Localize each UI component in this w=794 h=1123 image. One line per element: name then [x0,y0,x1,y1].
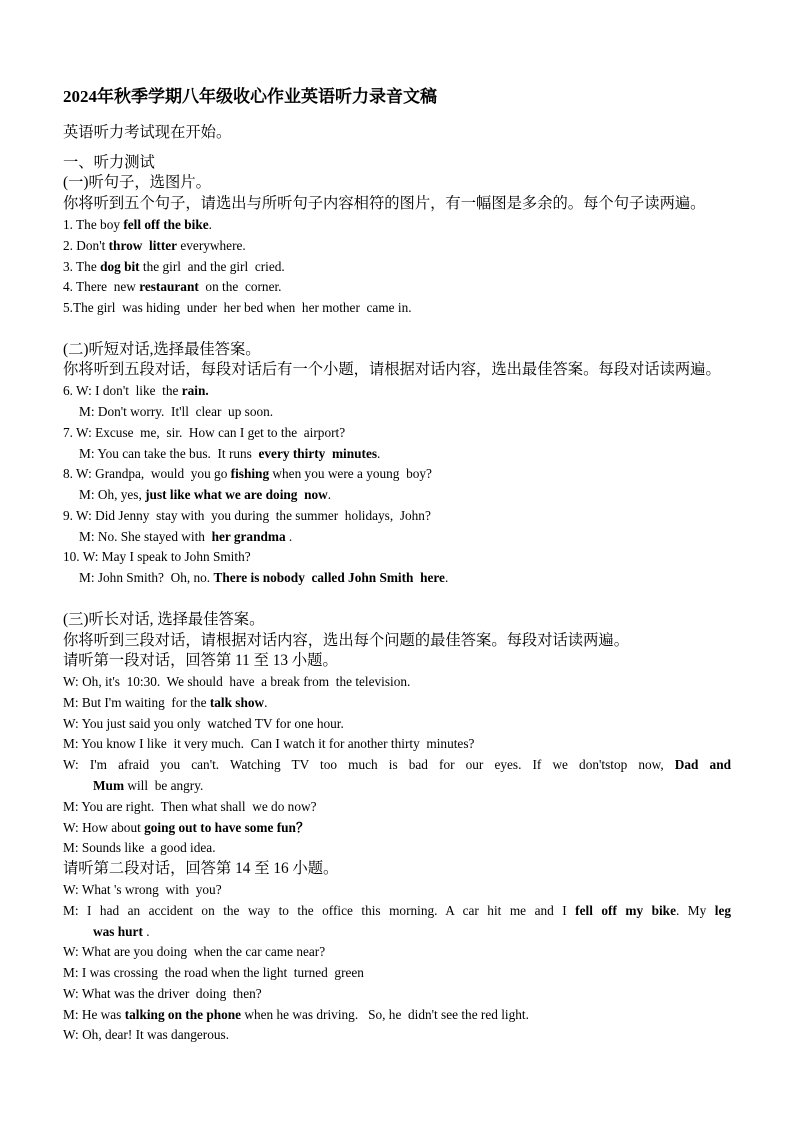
conversation-line [63,1005,731,1026]
dialogue-list [63,381,731,589]
bold-text-run: Dad and [674,757,731,773]
conversation-line [63,838,731,859]
bold-text-run: talking on the phone [124,1006,242,1022]
text-run: . [327,487,332,503]
dialogue-line [63,547,731,568]
document-title: 2024年秋季学期八年级收心作业英语听力录音文稿 [63,87,437,106]
part-title: 一、听力测试 [63,153,155,171]
bold-text-run: restaurant [139,279,199,295]
bold-text-run: every thirty minutes [258,445,378,461]
bold-text-run: going out to have some fun？ [144,819,310,835]
text-run: . [285,528,293,544]
bold-text-run: leg [714,902,731,918]
text-run: 2. Don't [63,237,109,253]
text-run: . [377,445,381,461]
text-run: 9. W: Did Jenny stay with you during the summer holidays, John? [63,507,431,523]
section-heading: (二)听短对话,选择最佳答案。 [63,340,261,358]
dialogue-line [63,485,731,506]
text-run: W: What was the driver doing then? [63,985,262,1001]
conversation-line [63,734,731,755]
section-heading: (三)听长对话, 选择最佳答案。 [63,610,265,628]
text-run: M: I had an accident on the way to the office this morning. A car hit me and I [63,902,576,918]
bold-text-run: dog bit [100,258,140,274]
text-run: 4. There new [63,279,140,295]
section-instruction: 你将听到五段对话，每段对话后有一个小题，请根据对话内容，选出最佳答案。每段对话读两遍。 [63,361,721,379]
text-run: M: You know I like it very much. Can I watch it for another thirty minutes? [63,736,475,752]
text-run: 7. W: Excuse me, sir. How can I get to the airport? [63,424,346,440]
text-run: M: John Smith? Oh, no. [79,570,214,586]
text-run: W: What are you doing when the car came near? [63,944,326,960]
text-run: the girl and the girl cried. [139,258,285,274]
bold-text-run: rain. [181,383,209,399]
conversation-line [63,922,731,943]
text-run: M: You can take the bus. It runs [79,445,259,461]
text-run: M: No. She stayed with [79,528,212,544]
conversation-line [63,963,731,984]
dialogue-line [63,381,731,402]
opening-announcement: 英语听力考试现在开始。 [63,123,232,141]
conversation-prompt: 请听第一段对话，回答第 11 至 13 小题。 [63,652,338,670]
text-run: W: Oh, it's 10:30. We should have a break from the television. [63,674,411,690]
text-run: on the corner. [198,279,282,295]
dialogue-line [63,527,731,548]
text-run: . [142,923,150,939]
section-short-dialogues [63,340,731,589]
bold-text-run: fell off the bike [123,216,209,232]
text-run: W: Oh, dear! It was dangerous. [63,1027,230,1043]
section-sentences [63,173,731,318]
text-run: 6. W: I don't like the [63,383,182,399]
sentence-line [63,277,731,298]
bold-text-run: just like what we are doing now [145,487,328,503]
bold-text-run: fishing [230,466,270,482]
conversation-line [63,755,731,776]
conversation-line [63,984,731,1005]
text-run: M: He was [63,1006,125,1022]
conversation-line [63,776,731,797]
text-run: . My [675,902,715,918]
text-run: 5.The girl was hiding under her bed when her mother came in. [63,300,412,316]
text-run: M: I was crossing the road when the light turned green [63,965,364,981]
bold-text-run: fell off my bike [575,902,676,918]
sentence-line [63,298,731,319]
text-run: 3. The [63,258,101,274]
text-run: M: But I'm waiting for the [63,694,210,710]
section-instruction: 你将听到三段对话，请根据对话内容，选出每个问题的最佳答案。每段对话读两遍。 [63,631,629,649]
dialogue-line [63,464,731,485]
section-long-dialogues [63,610,731,1046]
transcript-body [63,153,731,1047]
bold-text-run: throw litter [108,237,178,253]
conversation-line [63,797,731,818]
text-run: . [264,694,268,710]
section-instruction: 你将听到五个句子，请选出与所听句子内容相符的图片，有一幅图是多余的。每个句子读两遍。 [63,195,706,213]
conversation-line [63,818,731,839]
conversation-line [63,942,731,963]
text-run: M: You are right. Then what shall we do now? [63,798,317,814]
sentence-line [63,257,731,278]
text-run: everywhere. [177,237,246,253]
conversation-list [63,651,731,1046]
text-run: W: What 's wrong with you? [63,881,222,897]
conversation-line [63,880,731,901]
bold-text-run: her grandma [211,528,286,544]
text-run: 10. W: May I speak to John Smith? [63,549,251,565]
dialogue-line [63,444,731,465]
text-run: W: You just said you only watched TV for one hour. [63,715,344,731]
sentence-line [63,215,731,236]
section-heading: (一)听句子，选图片。 [63,174,211,192]
text-run: M: Sounds like a good idea. [63,840,216,856]
dialogue-line [63,402,731,423]
dialogue-line [63,568,731,589]
conversation-line [63,693,731,714]
conversation-prompt: 请听第二段对话，回答第 14 至 16 小题。 [63,860,339,878]
text-run: . [444,570,449,586]
text-run: M: Don't worry. It'll clear up soon. [79,403,274,419]
text-run: 8. W: Grandpa, would you go [63,466,231,482]
dialogue-line [63,506,731,527]
text-run: when he was driving. So, he didn't see the red light. [241,1006,529,1022]
dialogue-line [63,423,731,444]
text-run: W: How about [63,819,145,835]
conversation-line [63,714,731,735]
sentence-list [63,215,731,319]
text-run: will be angry. [124,778,204,794]
text-run: . [208,216,212,232]
bold-text-run: There is nobody called John Smith here [213,570,445,586]
text-run: when you were a young boy? [269,466,432,482]
bold-text-run: talk show [209,694,265,710]
conversation-line [63,901,731,922]
text-run: W: I'm afraid you can't. Watching TV too much is bad for our eyes. If we don'tstop now, [63,757,675,773]
text-run: M: Oh, yes, [79,487,146,503]
sentence-line [63,236,731,257]
conversation-line [63,1025,731,1046]
bold-text-run: Mum [93,778,125,794]
text-run: 1. The boy [63,216,124,232]
bold-text-run: was hurt [93,923,143,939]
conversation-line [63,672,731,693]
